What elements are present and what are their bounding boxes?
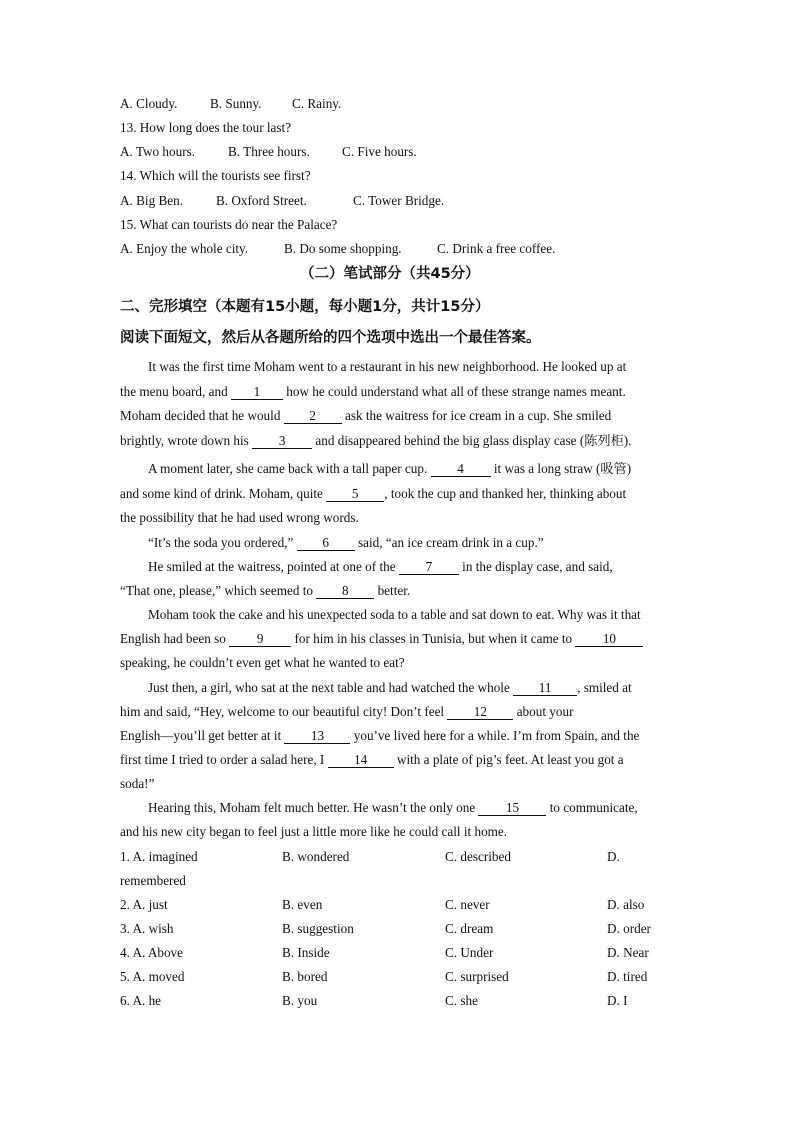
passage-text: in the display case, and said, xyxy=(462,559,613,574)
passage-text: first time I tried to order a salad here, I xyxy=(120,752,325,767)
passage-line xyxy=(120,727,639,745)
passage-line xyxy=(148,558,613,576)
passage-text: the menu board, and xyxy=(120,384,228,399)
choice-1-d-text: remembered xyxy=(120,873,186,888)
passage-line: speaking, he couldn’t even get what he wanted to eat? xyxy=(120,655,405,670)
blank-3: 3 xyxy=(252,433,312,449)
blank-2: 2 xyxy=(284,408,342,424)
q15-options xyxy=(120,240,555,258)
q14-options xyxy=(120,192,444,210)
passage-line xyxy=(120,630,643,648)
q15-option-b: B. Do some shopping. xyxy=(284,241,402,256)
passage-text: A moment later, she came back with a tall paper cup. xyxy=(148,461,428,476)
choice-6-d: D. I xyxy=(607,993,628,1008)
blank-1: 1 xyxy=(231,384,283,400)
passage-line xyxy=(148,534,544,552)
blank-6: 6 xyxy=(297,535,355,551)
blank-11: 11 xyxy=(513,680,577,696)
passage-line xyxy=(120,485,626,503)
q14-option-b: B. Oxford Street. xyxy=(216,193,307,208)
choice-2-d: D. also xyxy=(607,897,645,912)
choice-2-b: B. even xyxy=(282,897,323,912)
choice-5-a: 5. A. moved xyxy=(120,969,185,984)
choice-5-c: C. surprised xyxy=(445,969,509,984)
passage-line: the possibility that he had used wrong words. xyxy=(120,510,359,525)
passage-line xyxy=(148,799,638,817)
q13-options xyxy=(120,143,417,161)
q12-option-b: B. Sunny. xyxy=(210,96,262,111)
q13-option-b: B. Three hours. xyxy=(228,144,310,159)
part-title: 二、完形填空（本题有15小题，每小题1分，共计15分） xyxy=(120,299,490,315)
passage-text: brightly, wrote down his xyxy=(120,433,249,448)
choice-1-d-label: D. xyxy=(607,849,620,864)
passage-text: you’ve lived here for a while. I’m from Spain, and the xyxy=(353,728,640,743)
blank-10: 10 xyxy=(575,631,643,647)
q14-option-c: C. Tower Bridge. xyxy=(353,193,445,208)
choice-1-b: B. wondered xyxy=(282,849,350,864)
q13-question: 13. How long does the tour last? xyxy=(120,120,292,135)
blank-14: 14 xyxy=(328,752,394,768)
choice-1-a: 1. A. imagined xyxy=(120,849,198,864)
choice-5-b: B. bored xyxy=(282,969,328,984)
passage-text: Moham decided that he would xyxy=(120,408,281,423)
q13-option-a: A. Two hours. xyxy=(120,144,196,159)
choice-3-d: D. order xyxy=(607,921,651,936)
choice-6-c: C. she xyxy=(445,993,478,1008)
passage-text: about your xyxy=(516,704,574,719)
passage-line xyxy=(120,751,624,769)
blank-13: 13 xyxy=(284,728,350,744)
passage-line: Moham took the cake and his unexpected soda to a table and sat down to eat. Why was it that xyxy=(148,607,641,622)
passage-line xyxy=(120,383,626,401)
passage-text: for him in his classes in Tunisia, but when it came to xyxy=(294,631,573,646)
blank-12: 12 xyxy=(447,704,513,720)
q14-question: 14. Which will the tourists see first? xyxy=(120,168,311,183)
blank-7: 7 xyxy=(399,559,459,575)
choice-6-b: B. you xyxy=(282,993,318,1008)
passage-line xyxy=(148,679,632,697)
passage-text: it was a long straw (吸管) xyxy=(493,461,632,476)
passage-text: said, “an ice cream drink in a cup.” xyxy=(357,535,544,550)
choice-3-c: C. dream xyxy=(445,921,494,936)
choice-6-a: 6. A. he xyxy=(120,993,162,1008)
choice-1-c: C. described xyxy=(445,849,511,864)
section-title: （二）笔试部分（共45分） xyxy=(300,266,480,282)
q12-option-c: C. Rainy. xyxy=(292,96,342,111)
passage-text: ask the waitress for ice cream in a cup. She smiled xyxy=(345,408,612,423)
choice-4-b: B. Inside xyxy=(282,945,330,960)
blank-4: 4 xyxy=(431,461,491,477)
passage-text: , took the cup and thanked her, thinking about xyxy=(384,486,627,501)
passage-line: soda!” xyxy=(120,776,155,791)
passage-text: “That one, please,” which seemed to xyxy=(120,583,313,598)
passage-line: It was the first time Moham went to a restaurant in his new neighborhood. He looked up at xyxy=(148,359,627,374)
q14-option-a: A. Big Ben. xyxy=(120,193,184,208)
passage-text: and some kind of drink. Moham, quite xyxy=(120,486,323,501)
q13-option-c: C. Five hours. xyxy=(342,144,417,159)
choice-4-c: C. Under xyxy=(445,945,494,960)
q15-option-a: A. Enjoy the whole city. xyxy=(120,241,249,256)
passage-text: and disappeared behind the big glass display case (陈列柜). xyxy=(315,433,632,448)
passage-line xyxy=(120,407,611,425)
choice-3-a: 3. A. wish xyxy=(120,921,174,936)
passage-text: how he could understand what all of these strange names meant. xyxy=(286,384,626,399)
blank-15: 15 xyxy=(478,800,546,816)
choice-4-a: 4. A. Above xyxy=(120,945,184,960)
passage-text: Hearing this, Moham felt much better. He wasn’t the only one xyxy=(148,800,476,815)
passage-line: and his new city began to feel just a little more like he could call it home. xyxy=(120,824,508,839)
choice-5-d: D. tired xyxy=(607,969,648,984)
passage-text: English—you’ll get better at it xyxy=(120,728,282,743)
choice-4-d: D. Near xyxy=(607,945,649,960)
blank-9: 9 xyxy=(229,631,291,647)
q12-options xyxy=(120,95,341,113)
passage-line xyxy=(120,582,410,600)
choice-2-c: C. never xyxy=(445,897,490,912)
passage-text: to communicate, xyxy=(549,800,638,815)
passage-text: He smiled at the waitress, pointed at one of the xyxy=(148,559,396,574)
blank-5: 5 xyxy=(326,486,384,502)
choice-2-a: 2. A. just xyxy=(120,897,168,912)
passage-text: Just then, a girl, who sat at the next table and had watched the whole xyxy=(148,680,510,695)
passage-text: with a plate of pig’s feet. At least you got a xyxy=(396,752,624,767)
passage-line xyxy=(120,432,631,450)
blank-8: 8 xyxy=(316,583,374,599)
choice-3-b: B. suggestion xyxy=(282,921,354,936)
passage-text: better. xyxy=(377,583,411,598)
passage-line xyxy=(120,703,573,721)
passage-text: him and said, “Hey, welcome to our beautiful city! Don’t feel xyxy=(120,704,445,719)
passage-text: , smiled at xyxy=(577,680,632,695)
instruction-text: 阅读下面短文，然后从各题所给的四个选项中选出一个最佳答案。 xyxy=(120,330,541,346)
passage-line xyxy=(148,460,631,478)
q15-option-c: C. Drink a free coffee. xyxy=(437,241,556,256)
q12-option-a: A. Cloudy. xyxy=(120,96,178,111)
passage-text: “It’s the soda you ordered,” xyxy=(148,535,294,550)
passage-text: English had been so xyxy=(120,631,226,646)
q15-question: 15. What can tourists do near the Palace? xyxy=(120,217,338,232)
